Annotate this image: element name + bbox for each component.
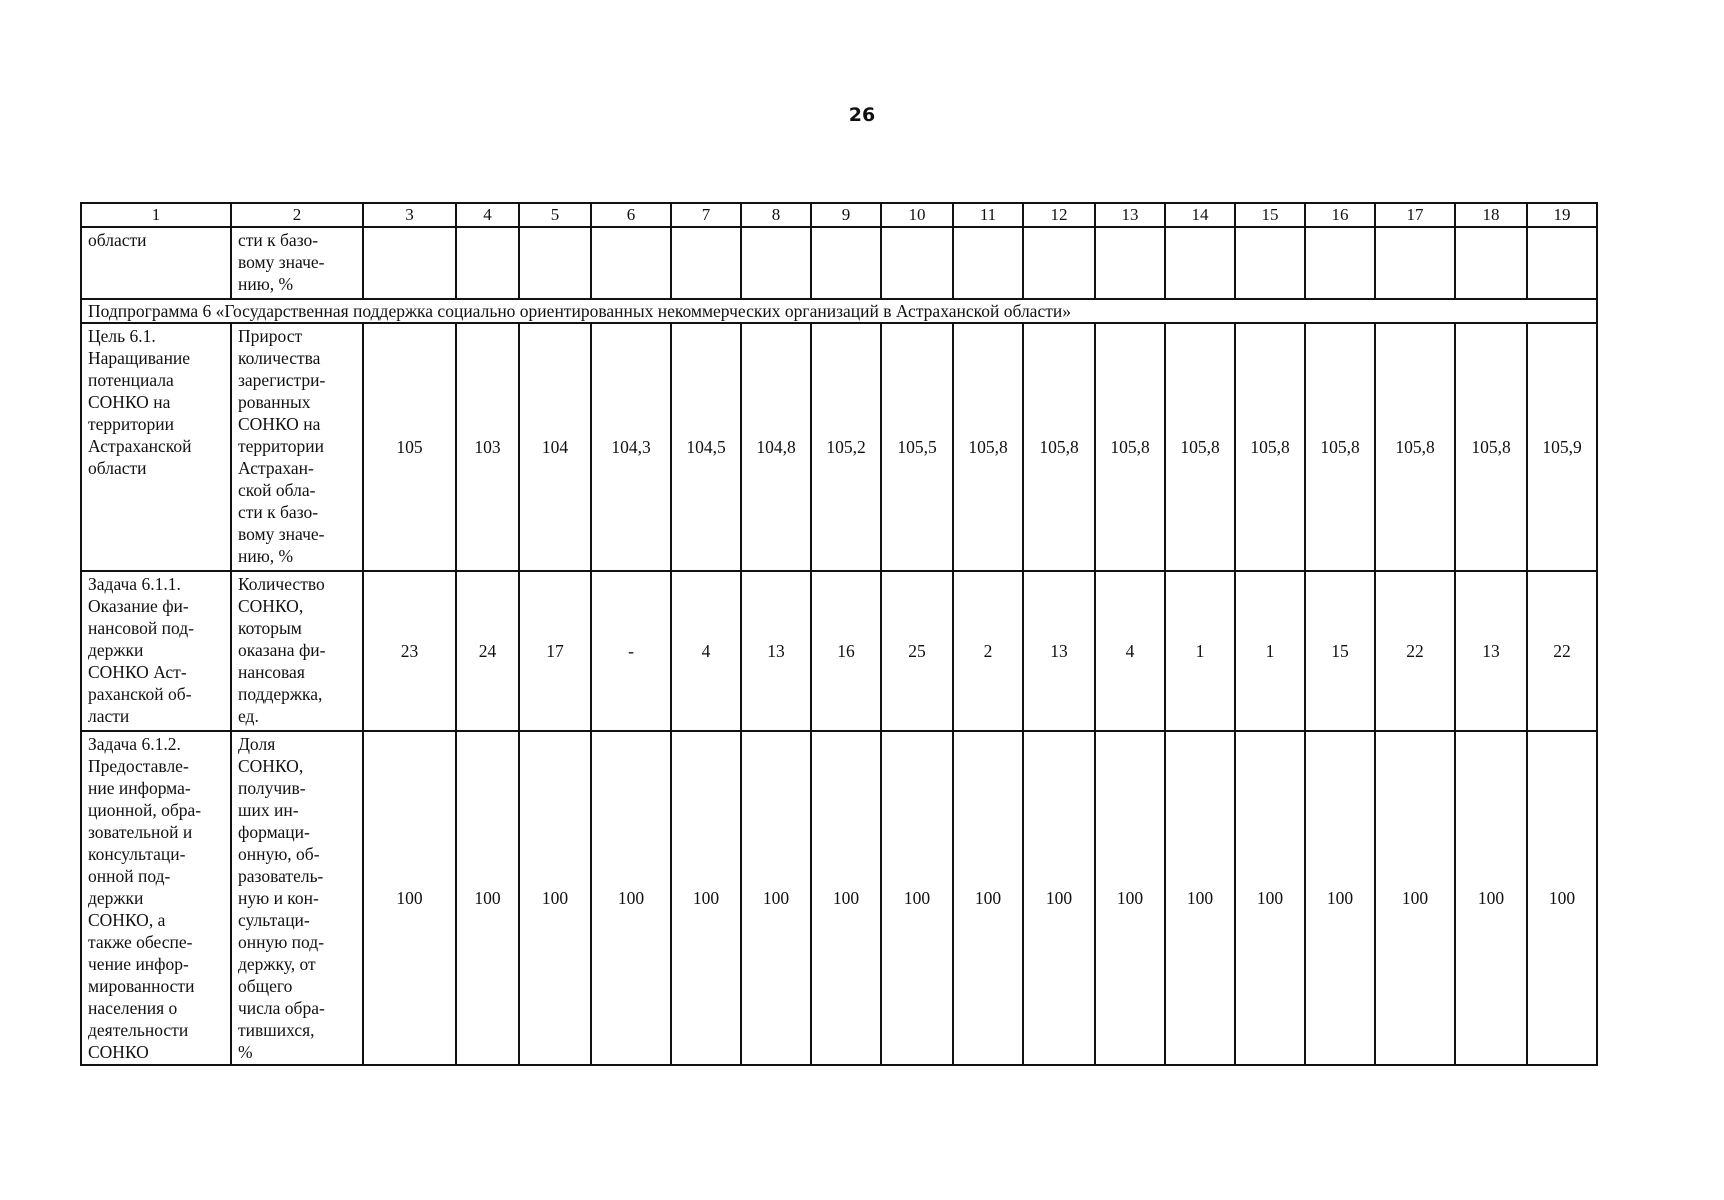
column-header: 17 xyxy=(1375,203,1455,227)
value-cell: 23 xyxy=(363,571,456,731)
empty-cell xyxy=(1455,227,1527,299)
table-row xyxy=(81,571,1597,731)
column-header: 6 xyxy=(591,203,671,227)
value-cell: 100 xyxy=(1165,731,1235,1065)
subprogram-title: Подпрограмма 6 «Государственная поддержка социально ориентированных некоммерческих организаций в Астраханской области» xyxy=(81,299,1597,323)
value-cell: 100 xyxy=(456,731,519,1065)
empty-cell xyxy=(811,227,881,299)
empty-cell xyxy=(519,227,591,299)
column-header: 7 xyxy=(671,203,741,227)
value-cell: 105,8 xyxy=(953,323,1023,571)
empty-cell xyxy=(363,227,456,299)
column-header: 15 xyxy=(1235,203,1305,227)
column-header: 18 xyxy=(1455,203,1527,227)
column-header: 5 xyxy=(519,203,591,227)
value-cell: 4 xyxy=(671,571,741,731)
value-cell: 100 xyxy=(1235,731,1305,1065)
empty-cell xyxy=(1165,227,1235,299)
value-cell: 22 xyxy=(1375,571,1455,731)
value-cell: 100 xyxy=(881,731,953,1065)
value-cell: 104,5 xyxy=(671,323,741,571)
value-cell: 105,8 xyxy=(1375,323,1455,571)
value-cell: 1 xyxy=(1235,571,1305,731)
value-cell: 105,9 xyxy=(1527,323,1597,571)
value-cell: 24 xyxy=(456,571,519,731)
value-cell: 104,3 xyxy=(591,323,671,571)
column-header: 10 xyxy=(881,203,953,227)
value-cell: 100 xyxy=(811,731,881,1065)
value-cell: 105,8 xyxy=(1235,323,1305,571)
empty-cell xyxy=(1375,227,1455,299)
empty-cell xyxy=(456,227,519,299)
indicators-table xyxy=(80,202,1598,1066)
value-cell: 25 xyxy=(881,571,953,731)
value-cell: 13 xyxy=(1455,571,1527,731)
value-cell: 16 xyxy=(811,571,881,731)
goal-cell: области xyxy=(81,227,231,299)
empty-cell xyxy=(1095,227,1165,299)
empty-cell xyxy=(591,227,671,299)
goal-cell: Цель 6.1. Наращивание потенциала СОНКО на территории Астраханской области xyxy=(81,323,231,571)
value-cell: 4 xyxy=(1095,571,1165,731)
value-cell: 100 xyxy=(519,731,591,1065)
value-cell: 105,2 xyxy=(811,323,881,571)
column-header: 11 xyxy=(953,203,1023,227)
indicator-cell: Доля СОНКО, получив- ших ин- формаци- онную, об- разователь- ную и кон- сультаци- онную под- держку, от общего числа обра- тившихся, % xyxy=(231,731,363,1065)
value-cell: 15 xyxy=(1305,571,1375,731)
value-cell: 104 xyxy=(519,323,591,571)
value-cell: 100 xyxy=(591,731,671,1065)
empty-cell xyxy=(881,227,953,299)
indicator-cell: сти к базо- вому значе- нию, % xyxy=(231,227,363,299)
column-header: 13 xyxy=(1095,203,1165,227)
indicator-cell: Количество СОНКО, которым оказана фи- нансовая поддержка, ед. xyxy=(231,571,363,731)
value-cell: 1 xyxy=(1165,571,1235,731)
empty-cell xyxy=(671,227,741,299)
value-cell: 13 xyxy=(1023,571,1095,731)
indicators-table-wrapper xyxy=(80,202,1596,1066)
value-cell: 100 xyxy=(1305,731,1375,1065)
table-row xyxy=(81,731,1597,1065)
value-cell: 22 xyxy=(1527,571,1597,731)
column-number-row xyxy=(81,203,1597,227)
empty-cell xyxy=(1235,227,1305,299)
column-header: 16 xyxy=(1305,203,1375,227)
value-cell: 100 xyxy=(1375,731,1455,1065)
column-header: 9 xyxy=(811,203,881,227)
empty-cell xyxy=(1023,227,1095,299)
value-cell: - xyxy=(591,571,671,731)
column-header: 19 xyxy=(1527,203,1597,227)
task-cell: Задача 6.1.2. Предоставле- ние информа- ционной, обра- зовательной и консультаци- онной под- держки СОНКО, а также обеспе- чение инфор- мированности населения о деятельности СОНКО xyxy=(81,731,231,1065)
empty-cell xyxy=(741,227,811,299)
task-cell: Задача 6.1.1. Оказание фи- нансовой под- держки СОНКО Аст- раханской об- ласти xyxy=(81,571,231,731)
empty-cell xyxy=(953,227,1023,299)
value-cell: 105 xyxy=(363,323,456,571)
empty-cell xyxy=(1305,227,1375,299)
value-cell: 105,8 xyxy=(1165,323,1235,571)
value-cell: 100 xyxy=(1095,731,1165,1065)
value-cell: 105,8 xyxy=(1455,323,1527,571)
column-header: 14 xyxy=(1165,203,1235,227)
column-header: 8 xyxy=(741,203,811,227)
column-header: 12 xyxy=(1023,203,1095,227)
value-cell: 100 xyxy=(741,731,811,1065)
table-row xyxy=(81,323,1597,571)
value-cell: 100 xyxy=(1527,731,1597,1065)
value-cell: 17 xyxy=(519,571,591,731)
value-cell: 100 xyxy=(1455,731,1527,1065)
value-cell: 105,8 xyxy=(1023,323,1095,571)
column-header: 4 xyxy=(456,203,519,227)
column-header: 2 xyxy=(231,203,363,227)
value-cell: 105,5 xyxy=(881,323,953,571)
value-cell: 100 xyxy=(363,731,456,1065)
subprogram-row xyxy=(81,299,1597,323)
value-cell: 103 xyxy=(456,323,519,571)
value-cell: 100 xyxy=(1023,731,1095,1065)
value-cell: 100 xyxy=(671,731,741,1065)
value-cell: 100 xyxy=(953,731,1023,1065)
empty-cell xyxy=(1527,227,1597,299)
value-cell: 105,8 xyxy=(1305,323,1375,571)
value-cell: 2 xyxy=(953,571,1023,731)
value-cell: 13 xyxy=(741,571,811,731)
value-cell: 105,8 xyxy=(1095,323,1165,571)
column-header: 3 xyxy=(363,203,456,227)
continuation-row xyxy=(81,227,1597,299)
value-cell: 104,8 xyxy=(741,323,811,571)
indicator-cell: Прирост количества зарегистри- рованных СОНКО на территории Астрахан- ской обла- сти к базо- вому значе- нию, % xyxy=(231,323,363,571)
column-header: 1 xyxy=(81,203,231,227)
page-number: 26 xyxy=(848,104,876,126)
